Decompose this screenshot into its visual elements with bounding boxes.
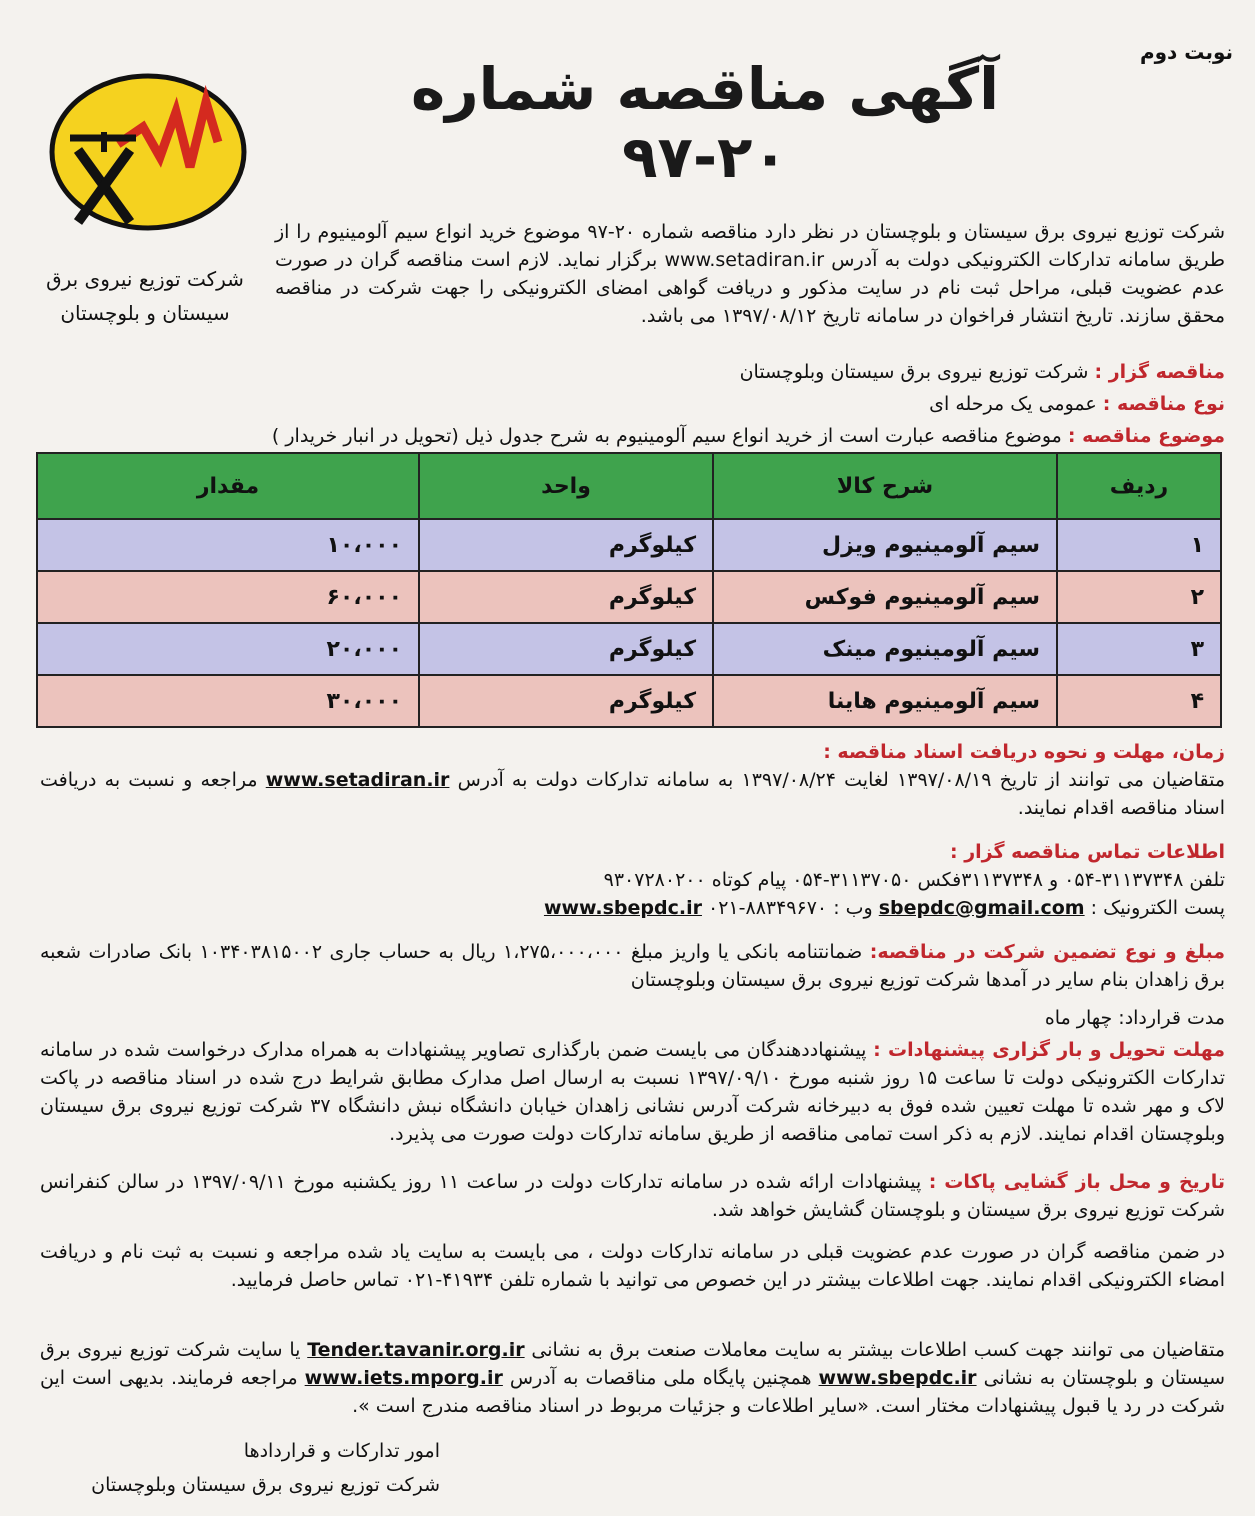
delivery-section bbox=[40, 1036, 1225, 1148]
guarantee-section bbox=[40, 938, 1225, 994]
cell-qty: ۱۰،۰۰۰ bbox=[37, 519, 419, 571]
web-label: وب : bbox=[833, 897, 873, 919]
tender-giver-value: شرکت توزیع نیروی برق سیستان وبلوچستان bbox=[739, 361, 1089, 383]
table-row bbox=[37, 675, 1221, 727]
cell-no: ۲ bbox=[1057, 571, 1221, 623]
email-label: پست الکترونیک : bbox=[1090, 897, 1225, 919]
notice-title: آگهی مناقصه شماره ۲۰-۹۷ bbox=[411, 55, 999, 191]
web-link[interactable]: www.sbepdc.ir bbox=[543, 897, 702, 919]
docs-section bbox=[40, 738, 1225, 822]
tender-giver-label: مناقصه گزار : bbox=[1094, 361, 1225, 383]
delivery-text: پیشنهاددهندگان می بایست ضمن بارگذاری تصاویر پیشنهادات به همراه مدارک درخواست شده در سامانه تدارکات الکترونیکی دولت تا ساعت ۱۵ روز شنبه مورخ ۱۳۹۷/۰۹/۱۰ نسبت به ارسال اصل مدارک مطابق شرایط درج شده در اسناد مناقصه در پاکت لاک و مهر شده تا مهلت تعیین شده فوق به دبیرخانه شرکت آدرس نشانی زاهدان خیابان دانشگاه نبش دانشگاه ۳۷ شرکت توزیع نیروی برق سیستان وبلوچستان اقدام نمایند. لازم به ذکر است تمامی مناقصه از طریق سامانه تدارکات دولت صورت می پذیرد. bbox=[40, 1039, 1225, 1145]
more-info-t2: یا سایت شرکت توزیع نیروی برق سیستان و بلوچستان به نشانی bbox=[40, 1339, 1226, 1389]
cell-unit: کیلوگرم bbox=[419, 623, 713, 675]
tender-subject-label: موضوع مناقصه : bbox=[1067, 425, 1225, 447]
table-row bbox=[37, 571, 1221, 623]
signoff-line1: امور تدارکات و قراردادها bbox=[243, 1440, 440, 1462]
cell-unit: کیلوگرم bbox=[419, 519, 713, 571]
more-info-t1: متقاضیان می توانند جهت کسب اطلاعات بیشتر به سایت معاملات صنعت برق به نشانی bbox=[531, 1339, 1225, 1361]
table-row bbox=[37, 623, 1221, 675]
docs-text1: متقاضیان می توانند از تاریخ ۱۳۹۷/۰۸/۱۹ لغایت ۱۳۹۷/۰۸/۲۴ به سامانه تدارکات دولت به آدرس bbox=[457, 769, 1225, 791]
contact-label: اطلاعات تماس مناقصه گزار : bbox=[950, 841, 1225, 863]
opening-section bbox=[40, 1168, 1225, 1224]
docs-label: زمان، مهلت و نحوه دریافت اسناد مناقصه : bbox=[823, 741, 1225, 763]
intro-paragraph: شرکت توزیع نیروی برق سیستان و بلوچستان در نظر دارد مناقصه شماره ۲۰-۹۷ موضوع خرید انواع سیم آلومینیوم را از طریق سامانه تدارکات الکترونیکی دولت به آدرس www.setadiran.ir برگزار نماید. لازم است مناقصه گران در صورت عدم عضویت قبلی، مراحل ثبت نام در سایت مذکور و دریافت گواهی امضای الکترونیکی را جهت شرکت در مناقصه محقق سازند. تاریخ انتشار فراخوان در سامانه تاریخ ۱۳۹۷/۰۸/۱۲ می باشد. bbox=[275, 221, 1225, 327]
docs-text2: مراجعه و نسبت به دریافت اسناد مناقصه اقدام نمایند. bbox=[40, 769, 1225, 819]
opening-text: پیشنهادات ارائه شده در سامانه تدارکات دولت در ساعت ۱۱ روز یکشنبه مورخ ۱۳۹۷/۰۹/۱۱ در سالن کنفرانس شرکت توزیع نیروی برق سیستان و بلوچستان گشایش خواهد شد. bbox=[40, 1171, 1225, 1221]
iets-link[interactable]: www.iets.mporg.ir bbox=[304, 1367, 503, 1389]
cell-desc: سیم آلومینیوم ویزل bbox=[713, 519, 1057, 571]
logo-caption bbox=[40, 262, 250, 330]
more-info-t4: مراجعه فرمایند. بدیهی است این شرکت در رد یا قبول پیشنهادات مختار است. «سایر اطلاعات و جزئیات مربوط در اسناد مناقصه مندرج است ». bbox=[40, 1367, 1225, 1417]
items-table bbox=[36, 452, 1222, 728]
cell-no: ۱ bbox=[1057, 519, 1221, 571]
cell-qty: ۲۰،۰۰۰ bbox=[37, 623, 419, 675]
power-logo-icon bbox=[48, 72, 248, 232]
opening-label: تاریخ و محل باز گشایی پاکات : bbox=[928, 1171, 1225, 1193]
tender-type bbox=[929, 390, 1225, 418]
round-label: نوبت دوم bbox=[1139, 40, 1233, 64]
header-desc: شرح کالا bbox=[713, 453, 1057, 519]
table-header-row bbox=[37, 453, 1221, 519]
cell-unit: کیلوگرم bbox=[419, 675, 713, 727]
cell-unit: کیلوگرم bbox=[419, 571, 713, 623]
cell-no: ۴ bbox=[1057, 675, 1221, 727]
sbepdc-link[interactable]: www.sbepdc.ir bbox=[818, 1367, 977, 1389]
tender-giver bbox=[740, 358, 1225, 386]
logo-caption-line1: شرکت توزیع نیروی برق bbox=[46, 267, 244, 291]
email-link[interactable]: sbepdc@gmail.com bbox=[878, 897, 1085, 919]
cell-qty: ۶۰،۰۰۰ bbox=[37, 571, 419, 623]
guarantee-label: مبلغ و نوع تضمین شرکت در مناقصه: bbox=[869, 941, 1225, 963]
signoff-line2: شرکت توزیع نیروی برق سیستان وبلوچستان bbox=[91, 1474, 440, 1496]
header-unit: واحد bbox=[419, 453, 713, 519]
setadiran-link[interactable]: www.setadiran.ir bbox=[265, 769, 450, 791]
contact-phones: تلفن ۳۱۱۳۷۳۴۸-۰۵۴ و ۳۱۱۳۷۳۴۸فکس ۳۱۱۳۷۰۵۰-۰۵۴ پیام کوتاه ۹۳۰۷۲۸۰۲۰۰ bbox=[603, 869, 1225, 891]
contract-duration: مدت قرارداد: چهار ماه bbox=[1044, 1007, 1225, 1029]
tavanir-link[interactable]: Tender.tavanir.org.ir bbox=[307, 1339, 525, 1361]
company-logo bbox=[48, 72, 248, 232]
logo-caption-line2: سیستان و بلوچستان bbox=[60, 301, 230, 325]
header-row-no: ردیف bbox=[1057, 453, 1221, 519]
cell-desc: سیم آلومینیوم مینک bbox=[713, 623, 1057, 675]
more-info-paragraph bbox=[40, 1336, 1225, 1420]
cell-no: ۳ bbox=[1057, 623, 1221, 675]
cell-desc: سیم آلومینیوم فوکس bbox=[713, 571, 1057, 623]
tender-type-label: نوع مناقصه : bbox=[1102, 393, 1225, 415]
tender-subject bbox=[272, 422, 1225, 450]
contact-phone2: ۰۲۱-۸۸۳۴۹۶۷۰ bbox=[708, 897, 828, 919]
cell-qty: ۳۰،۰۰۰ bbox=[37, 675, 419, 727]
signoff bbox=[40, 1434, 440, 1502]
more-info-t3: همچنین پایگاه ملی مناقصات به آدرس bbox=[509, 1367, 812, 1389]
header-qty: مقدار bbox=[37, 453, 419, 519]
guarantee-text: ضمانتنامه بانکی یا واریز مبلغ ۱،۲۷۵،۰۰۰،۰۰۰ ریال به حساب جاری ۱۰۳۴۰۳۸۱۵۰۰۲ بانک صادرات شعبه برق زاهدان بنام سایر در آمدها شرکت توزیع نیروی برق سیستان وبلوچستان bbox=[40, 941, 1225, 991]
delivery-label: مهلت تحویل و بار گزاری پیشنهادات : bbox=[873, 1039, 1226, 1061]
cell-desc: سیم آلومینیوم هاینا bbox=[713, 675, 1057, 727]
tender-type-value: عمومی یک مرحله ای bbox=[929, 393, 1097, 415]
tender-subject-value: موضوع مناقصه عبارت است از خرید انواع سیم آلومینیوم به شرح جدول ذیل (تحویل در انبار خریدار ) bbox=[271, 425, 1062, 447]
note-paragraph: در ضمن مناقصه گران در صورت عدم عضویت قبلی در سامانه تدارکات دولت ، می بایست به سایت یاد شده مراجعه و نسبت به ثبت نام و دریافت امضاء الکترونیکی اقدام نمایند. جهت اطلاعات بیشتر در این خصوص می توانید با شماره تلفن ۴۱۹۳۴-۰۲۱ تماس حاصل فرمایید. bbox=[40, 1241, 1225, 1291]
contact-section bbox=[40, 838, 1225, 922]
table-row bbox=[37, 519, 1221, 571]
